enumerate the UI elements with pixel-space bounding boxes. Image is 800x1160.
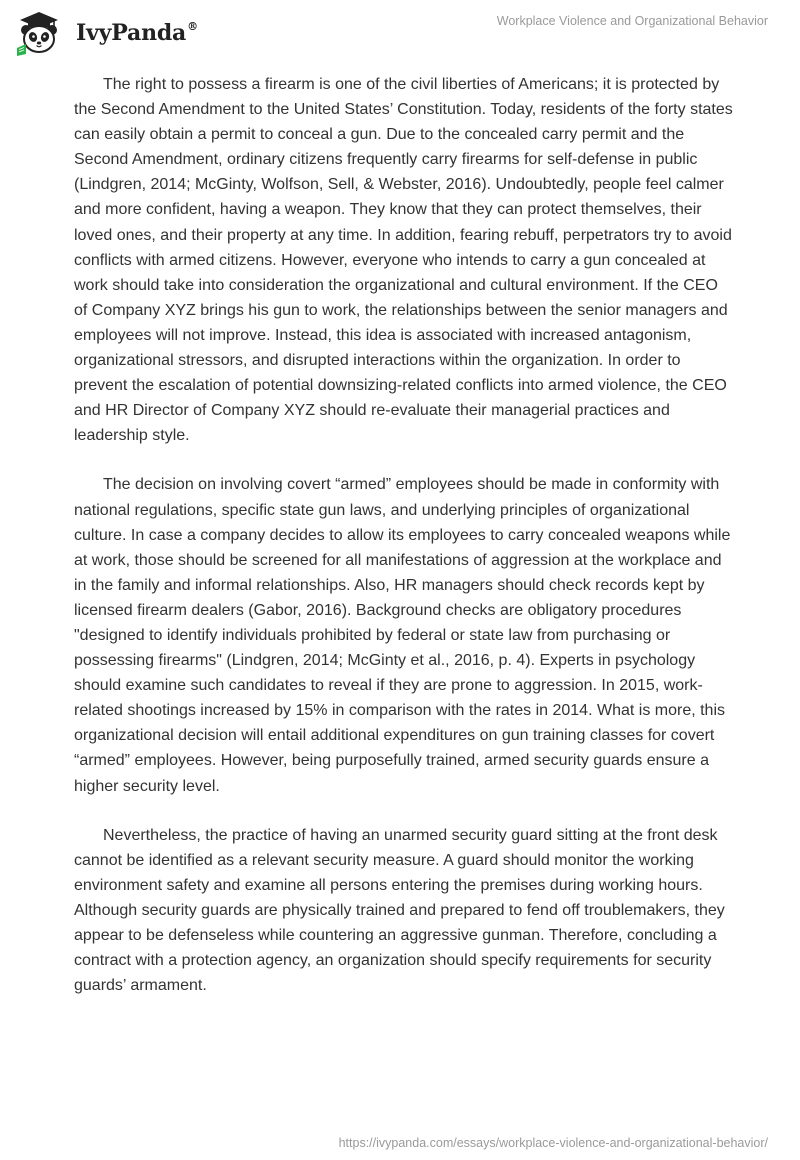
brand-logo[interactable] bbox=[14, 8, 198, 58]
essay-paragraph: Nevertheless, the practice of having an unarmed security guard sitting at the front desk cannot be identified as a relevant security measure. A guard should monitor the working environment safety and examine all persons entering the premises during working hours. Although security guards are physically trained and prepared to fend off troublemakers, they appear to be defenseless while countering an aggressive gunman. Therefore, concluding a contract with a protection agency, an organization should specify requirements for security guards’ armament. bbox=[74, 826, 725, 995]
document-title: Workplace Violence and Organizational Behavior bbox=[496, 14, 768, 28]
essay-paragraph: The decision on involving covert “armed” employees should be made in conformity with national regulations, specific state gun laws, and underlying principles of organizational culture. In case a company decides to allow its employees to carry concealed weapons while at work, those should be screened for all manifestations of aggression at the workplace and in the family and informal relationships. Also, HR managers should check records kept by licensed firearm dealers (Gabor, 2016). Background checks are obligatory procedures "designed to identify individuals prohibited by federal or state law from purchasing or possessing firearms" (Lindgren, 2014; McGinty et al., 2016, p. 4). Experts in psychology should examine such candidates to reveal if they are prone to aggression. In 2015, work-related shootings increased by 15% in comparison with the rates in 2014. What is more, this organizational decision will entail additional expenditures on gun training classes for covert “armed” employees. However, being purposefully trained, armed security guards ensure a higher security level. bbox=[74, 476, 731, 795]
panda-graduate-icon bbox=[14, 8, 64, 58]
essay-paragraph: The right to possess a firearm is one of the civil liberties of Americans; it is protected by the Second Amendment to the United States’ Constitution. Today, residents of the forty states can easily obtain a permit to conceal a gun. Due to the concealed carry permit and the Second Amendment, ordinary citizens frequently carry firearms for self-defense in public (Lindgren, 2014; McGinty, Wolfson, Sell, & Webster, 2016). Undoubtedly, people feel calmer and more confident, having a weapon. They know that they can protect themselves, their loved ones, and their property at any time. In addition, fearing rebuff, perpetrators try to avoid conflicts with armed citizens. However, everyone who intends to carry a gun concealed at work should take into consideration the organizational and cultural environment. If the CEO of Company XYZ brings his gun to work, the relationships between the senior managers and employees will not improve. Instead, this idea is associated with increased antagonism, organizational stressors, and disrupted interactions within the organization. In order to prevent the escalation of potential downsizing-related conflicts into armed violence, the CEO and HR Director of Company XYZ should re-evaluate their managerial practices and leadership style. bbox=[74, 76, 733, 445]
essay-body bbox=[74, 72, 734, 1022]
brand-name-text: IvyPanda bbox=[76, 20, 187, 46]
page-header bbox=[0, 0, 800, 62]
source-url[interactable]: https://ivypanda.com/essays/workplace-violence-and-organizational-behavior/ bbox=[338, 1136, 768, 1150]
registered-mark: ® bbox=[187, 20, 198, 33]
brand-name bbox=[76, 20, 198, 46]
